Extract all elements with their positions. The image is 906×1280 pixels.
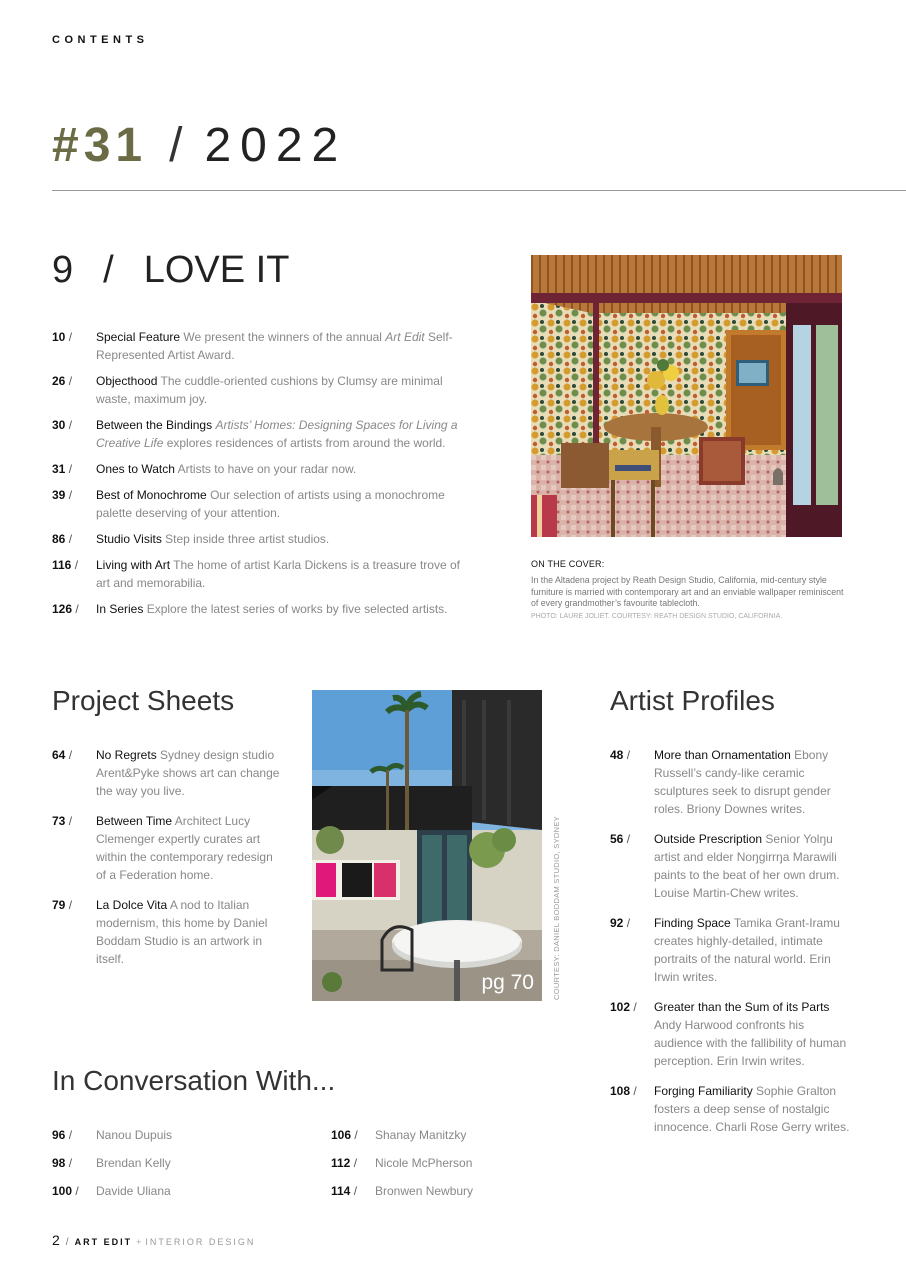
toc-entry-page xyxy=(52,600,79,618)
toc-entry-page-number: 106 xyxy=(331,1128,352,1142)
project-sheets-heading: Project Sheets xyxy=(52,685,235,716)
toc-entry-title: In Series xyxy=(96,602,144,616)
toc-entry-slash: / xyxy=(68,488,73,502)
love-it-separator: / xyxy=(103,249,114,291)
toc-entry-page-number: 10 xyxy=(52,330,66,344)
toc-entry-slash: / xyxy=(68,374,73,388)
toc-entry-page xyxy=(52,460,72,478)
toc-entry-title: Best of Monochrome xyxy=(96,488,207,502)
toc-entry-description: Our selection of artists using a monochrome palette deserving of your attention. xyxy=(96,488,445,520)
toc-entry-page xyxy=(52,896,72,914)
love-it-title: LOVE IT xyxy=(143,249,290,291)
toc-entry xyxy=(52,328,472,364)
footer-subtitle: INTERIOR DESIGN xyxy=(145,1237,256,1247)
toc-entry-description: Ebony Russell’s candy-like ceramic sculptures seek to disrupt gender roles. Briony Downes writes. xyxy=(654,748,831,816)
toc-entry-description: We present the winners of the annual Art Edit Self-Represented Artist Award. xyxy=(96,330,453,362)
toc-entry-page-number: 64 xyxy=(52,748,66,762)
toc-entry-page xyxy=(331,1182,357,1200)
toc-entry-page xyxy=(610,746,630,764)
toc-entry xyxy=(52,812,284,884)
toc-entry-page-number: 96 xyxy=(52,1128,66,1142)
toc-entry-page-number: 98 xyxy=(52,1156,66,1170)
toc-entry-title: Between the Bindings xyxy=(96,418,213,432)
toc-entry-page-number: 39 xyxy=(52,488,66,502)
toc-entry-page xyxy=(610,998,637,1016)
toc-entry-page-number: 116 xyxy=(52,558,72,572)
toc-entry-description: Explore the latest series of works by five selected artists. xyxy=(146,602,448,616)
toc-entry-page-number: 92 xyxy=(610,916,624,930)
toc-entry-description: A nod to Italian modernism, this home by Daniel Boddam Studio is an artwork in itself. xyxy=(96,898,268,966)
toc-entry xyxy=(52,486,472,522)
toc-entry-page xyxy=(52,328,72,346)
toc-entry-slash: / xyxy=(68,1156,73,1170)
toc-entry-title: Finding Space xyxy=(654,916,731,930)
toc-entry-name: Davide Uliana xyxy=(96,1184,171,1198)
toc-entry-name: Nicole McPherson xyxy=(375,1156,473,1170)
toc-entry-title: Forging Familiarity xyxy=(654,1084,753,1098)
toc-entry-page-number: 102 xyxy=(610,1000,631,1014)
cover-photo xyxy=(531,255,842,537)
toc-entry xyxy=(52,556,472,592)
toc-entry-page xyxy=(52,746,72,764)
toc-entry-page xyxy=(52,1126,72,1144)
footer-slash: / xyxy=(65,1237,69,1248)
toc-entry-slash: / xyxy=(68,418,73,432)
toc-entry xyxy=(331,1182,571,1200)
toc-entry xyxy=(610,830,850,902)
toc-entry xyxy=(52,1126,292,1144)
toc-entry-page xyxy=(52,1182,79,1200)
toc-entry-slash: / xyxy=(68,462,73,476)
footer-magazine-name: ART EDIT xyxy=(74,1237,133,1247)
conversation-heading: In Conversation With... xyxy=(52,1065,336,1096)
toc-entry xyxy=(52,530,472,548)
toc-entry-description: Artists to have on your radar now. xyxy=(177,462,357,476)
issue-year: 2022 xyxy=(204,119,348,172)
toc-entry-name: Bronwen Newbury xyxy=(375,1184,474,1198)
toc-entry-slash: / xyxy=(75,1184,79,1198)
toc-entry xyxy=(52,1182,292,1200)
toc-entry-slash: / xyxy=(68,532,73,546)
toc-entry-title: Between Time xyxy=(96,814,173,828)
cover-caption-title: ON THE COVER: xyxy=(531,559,605,569)
toc-entry-description: Senior Yolŋu artist and elder Noŋgirrŋa Marawili paints to the beat of her own drum. Louise Martin-Chew writes. xyxy=(654,832,840,900)
toc-entry xyxy=(52,416,472,452)
toc-entry-page xyxy=(52,416,72,434)
toc-entry-page-number: 56 xyxy=(610,832,624,846)
toc-entry-slash: / xyxy=(68,1128,73,1142)
love-it-page: 9 xyxy=(52,249,74,291)
toc-entry-page xyxy=(52,530,72,548)
toc-entry xyxy=(331,1154,571,1172)
toc-entry-name: Brendan Kelly xyxy=(96,1156,171,1170)
toc-entry-page-number: 26 xyxy=(52,374,66,388)
toc-entry-slash: / xyxy=(353,1184,358,1198)
contents-label: CONTENTS xyxy=(52,34,149,46)
toc-entry-description: Andy Harwood confronts his audience with the fallibility of human perception. Erin Irwin writes. xyxy=(654,1018,847,1068)
toc-entry-slash: / xyxy=(633,1000,637,1014)
toc-entry-page xyxy=(52,1154,72,1172)
cover-photo-credit: PHOTO: LAURE JOLIET. COURTESY: REATH DESIGN STUDIO, CALIFORNIA. xyxy=(531,613,783,620)
toc-entry-title: Outside Prescription xyxy=(654,832,763,846)
toc-entry-description: Architect Lucy Clemenger expertly curates art within the contemporary redesign of a Federation home. xyxy=(96,814,273,882)
toc-entry-title: Greater than the Sum of its Parts xyxy=(654,1000,830,1014)
toc-entry-slash: / xyxy=(354,1128,358,1142)
toc-entry-slash: / xyxy=(626,748,631,762)
toc-entry-title: La Dolce Vita xyxy=(96,898,168,912)
toc-entry xyxy=(331,1126,571,1144)
toc-entry-title: Objecthood xyxy=(96,374,158,388)
toc-entry-slash: / xyxy=(75,602,79,616)
toc-entry-page xyxy=(610,914,630,932)
toc-entry-description: The cuddle-oriented cushions by Clumsy are minimal waste, maximum joy. xyxy=(96,374,443,406)
toc-entry-slash: / xyxy=(68,748,73,762)
footer-page-number: 2 xyxy=(52,1232,60,1248)
toc-entry-page xyxy=(331,1154,357,1172)
toc-entry-page-number: 114 xyxy=(331,1184,351,1198)
toc-entry-page-number: 30 xyxy=(52,418,66,432)
toc-entry-title: Special Feature xyxy=(96,330,181,344)
toc-entry-description: Tamika Grant-Iramu creates highly-detailed, intimate portraits of the natural world. Erin Irwin writes. xyxy=(654,916,840,984)
header-rule xyxy=(52,190,906,191)
toc-entry-description: Artists’ Homes: Designing Spaces for Living a Creative Life explores residences of artists from around the world. xyxy=(96,418,458,450)
toc-entry-slash: / xyxy=(353,1156,358,1170)
toc-entry-page xyxy=(610,1082,637,1100)
toc-entry-description: Sophie Gralton fosters a deep sense of nostalgic innocence. Charli Rose Gerry writes. xyxy=(654,1084,850,1134)
toc-entry-page-number: 73 xyxy=(52,814,66,828)
toc-entry-description: Sydney design studio Arent&Pyke shows art can change the way you live. xyxy=(96,748,280,798)
footer-plus: + xyxy=(136,1237,142,1247)
toc-entry xyxy=(610,914,850,986)
issue-separator: / xyxy=(169,119,183,172)
toc-entry-slash: / xyxy=(74,558,79,572)
toc-entry-page-number: 100 xyxy=(52,1184,73,1198)
toc-entry-slash: / xyxy=(68,814,73,828)
toc-entry-page xyxy=(610,830,630,848)
toc-entry-description: Step inside three artist studios. xyxy=(165,532,330,546)
love-it-list xyxy=(52,328,472,618)
toc-entry-page-number: 86 xyxy=(52,532,66,546)
toc-entry-slash: / xyxy=(626,916,631,930)
toc-entry-page xyxy=(52,556,78,574)
toc-entry xyxy=(610,1082,850,1136)
toc-entry-page-number: 79 xyxy=(52,898,66,912)
love-it-heading xyxy=(52,248,289,292)
toc-entry-page xyxy=(331,1126,358,1144)
toc-entry xyxy=(610,998,850,1070)
toc-entry xyxy=(52,372,472,408)
conversation-list-col2 xyxy=(331,1126,571,1200)
toc-entry-slash: / xyxy=(68,898,73,912)
toc-entry-title: Living with Art xyxy=(96,558,171,572)
toc-entry-description: The home of artist Karla Dickens is a treasure trove of art and memorabilia. xyxy=(96,558,460,590)
toc-entry xyxy=(52,1154,292,1172)
toc-entry xyxy=(52,600,472,618)
toc-entry-title: Studio Visits xyxy=(96,532,162,546)
artist-profiles-heading: Artist Profiles xyxy=(610,685,775,716)
toc-entry-page xyxy=(52,372,72,390)
conversation-list-col1 xyxy=(52,1126,292,1200)
toc-entry-title: Ones to Watch xyxy=(96,462,175,476)
issue-heading xyxy=(52,118,347,174)
toc-entry-name: Nanou Dupuis xyxy=(96,1128,173,1142)
artist-profiles-list xyxy=(610,746,850,1136)
feature-photo xyxy=(312,690,542,1001)
toc-entry-page-number: 108 xyxy=(610,1084,631,1098)
page-footer xyxy=(52,1232,255,1248)
toc-entry-title: More than Ornamentation xyxy=(654,748,791,762)
cover-caption-text: In the Altadena project by Reath Design Studio, California, mid-century style furniture is married with contemporary art and an enviable wallpaper reminiscent of every grandmother’s favourite tablecloth. xyxy=(531,575,844,608)
feature-photo-credit: COURTESY: DANIEL BODDAM STUDIO, SYDNEY xyxy=(552,816,561,1000)
toc-entry-page xyxy=(52,486,72,504)
toc-entry xyxy=(52,746,284,800)
project-sheets-list xyxy=(52,746,284,968)
toc-entry-slash: / xyxy=(626,832,631,846)
toc-entry xyxy=(610,746,850,818)
toc-entry-page-number: 48 xyxy=(610,748,624,762)
toc-entry-title: No Regrets xyxy=(96,748,157,762)
toc-entry-name: Shanay Manitzky xyxy=(375,1128,467,1142)
toc-entry-page-number: 112 xyxy=(331,1156,351,1170)
toc-entry-slash: / xyxy=(633,1084,637,1098)
issue-number: #31 xyxy=(52,119,148,172)
toc-entry-page xyxy=(52,812,72,830)
toc-entry xyxy=(52,896,284,968)
feature-photo-page-label: pg 70 xyxy=(481,971,534,994)
toc-entry-page-number: 31 xyxy=(52,462,66,476)
toc-entry xyxy=(52,460,472,478)
toc-entry-slash: / xyxy=(68,330,73,344)
toc-entry-page-number: 126 xyxy=(52,602,73,616)
